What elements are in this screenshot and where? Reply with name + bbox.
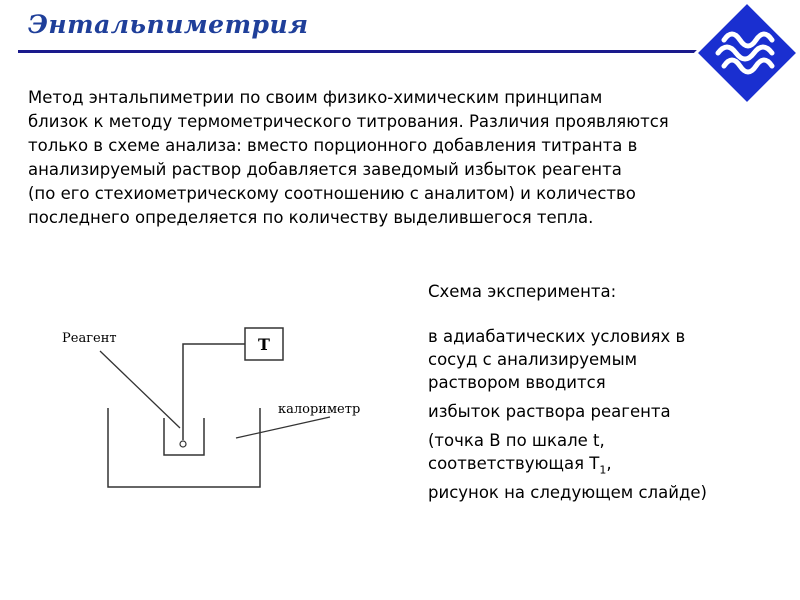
intro-line: анализируемый раствор добавляется заведомый избыток реагента bbox=[28, 160, 622, 179]
scheme-line: раствором вводится bbox=[428, 373, 606, 392]
scheme-description bbox=[428, 280, 788, 510]
scheme-item bbox=[428, 325, 788, 394]
intro-line: близок к методу термометрического титрования. Различия проявляются bbox=[28, 112, 669, 131]
scheme-line: в адиабатических условиях в bbox=[428, 327, 686, 346]
thermometer-wire bbox=[183, 344, 245, 440]
intro-line: Метод энтальпиметрии по своим физико-химическим принципам bbox=[28, 88, 603, 107]
scheme-line bbox=[428, 452, 788, 481]
intro-line: (по его стехиометрическому соотношению с аналитом) и количество bbox=[28, 184, 636, 203]
calorimeter-pointer-line bbox=[236, 417, 330, 438]
scheme-item bbox=[428, 400, 788, 423]
scheme-line: избыток раствора реагента bbox=[428, 402, 671, 421]
intro-line: только в схеме анализа: вместо порционного добавления титранта в bbox=[28, 136, 638, 155]
thermometer-label: Т bbox=[258, 335, 270, 354]
page-title: Энтальпиметрия bbox=[28, 10, 309, 39]
calorimeter-outer-vessel bbox=[108, 408, 260, 487]
scheme-text: соответствующая Т bbox=[428, 454, 600, 473]
scheme-item bbox=[428, 429, 788, 504]
reaction-vessel bbox=[164, 418, 204, 455]
scheme-text: , bbox=[606, 454, 612, 473]
thermometer-sensor bbox=[180, 441, 186, 447]
intro-paragraph bbox=[28, 86, 793, 230]
calorimeter-label: калориметр bbox=[278, 402, 361, 417]
subscript-index: 1 bbox=[599, 463, 607, 477]
intro-line: последнего определяется по количеству выделившегося тепла. bbox=[28, 208, 594, 227]
reagent-pointer-line bbox=[100, 351, 180, 428]
scheme-line: (точка В по шкале t, bbox=[428, 431, 605, 450]
experiment-diagram bbox=[40, 315, 380, 520]
scheme-line: рисунок на следующем слайде) bbox=[428, 483, 707, 503]
scheme-heading: Схема эксперимента: bbox=[428, 282, 617, 301]
reagent-label: Реагент bbox=[62, 331, 117, 346]
scheme-line: сосуд с анализируемым bbox=[428, 350, 638, 369]
title-divider bbox=[18, 50, 708, 53]
